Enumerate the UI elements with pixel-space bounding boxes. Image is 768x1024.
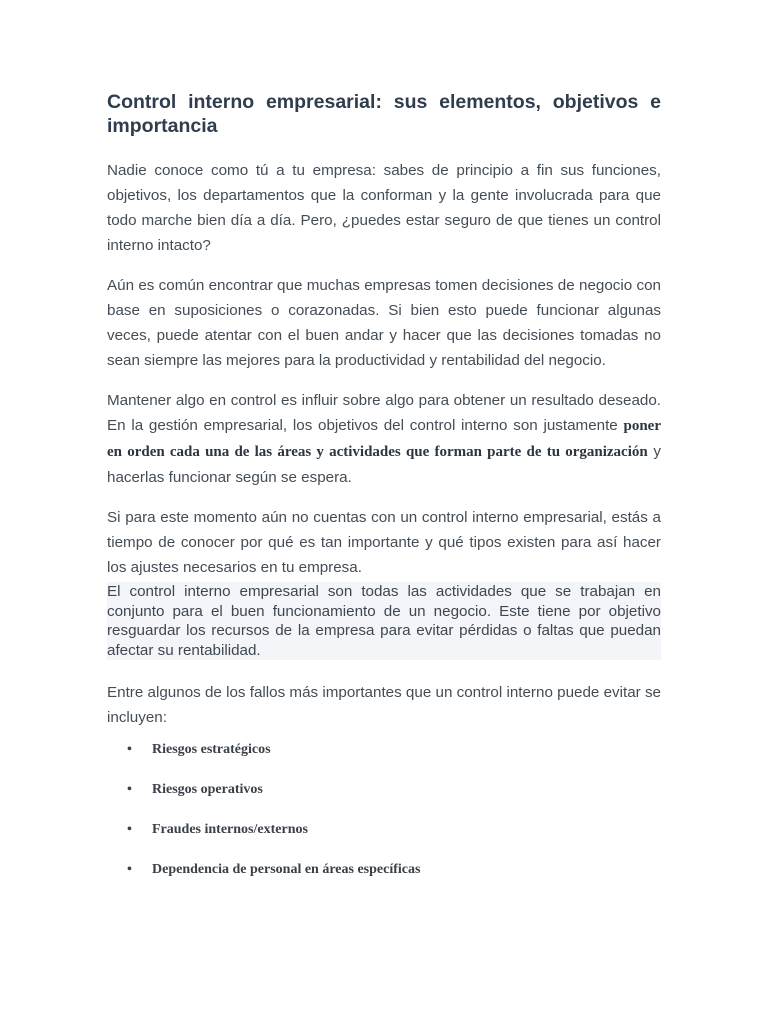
bullet-icon: • xyxy=(127,822,132,837)
list-item-label: Dependencia de personal en áreas específicas xyxy=(152,862,421,877)
importance-paragraph: Si para este momento aún no cuentas con un control interno empresarial, estás a tiempo de conocer por qué es tan importante y qué tipos existen para así hacer los ajustes necesarios en tu empresa. xyxy=(107,509,661,576)
emphasized-text: poner en orden cada una de las áreas y actividades que forman parte de tu organización xyxy=(107,418,661,460)
risk-list xyxy=(107,740,661,900)
highlighted-definition-paragraph: El control interno empresarial son todas las actividades que se trabajan en conjunto para el buen funcionamiento de un negocio. Este tiene por objetivo resguardar los recursos de la empresa para evitar pérdidas o faltas que puedan afectar su rentabilidad. xyxy=(107,583,661,659)
control-definition-paragraph xyxy=(107,388,661,490)
bullet-icon: • xyxy=(127,862,132,877)
list-item-label: Fraudes internos/externos xyxy=(152,822,308,837)
list-item xyxy=(107,820,661,860)
article-title: Control interno empresarial: sus elementos, objetivos e importancia xyxy=(107,91,661,137)
list-item-label: Riesgos operativos xyxy=(152,782,263,797)
list-item xyxy=(107,780,661,820)
decisions-paragraph: Aún es común encontrar que muchas empresas tomen decisiones de negocio con base en suposiciones o corazonadas. Si bien esto puede funcionar algunas veces, puede atentar con el buen andar y hacer que las decisiones tomadas no sean siempre las mejores para la productividad y rentabilidad del negocio. xyxy=(107,277,661,369)
intro-paragraph: Nadie conoce como tú a tu empresa: sabes de principio a fin sus funciones, objetivos, los departamentos que la conforman y la gente involucrada para que todo marche bien día a día. Pero, ¿puedes estar seguro de que tienes un control interno intacto? xyxy=(107,162,661,254)
bullet-icon: • xyxy=(127,782,132,797)
list-item xyxy=(107,860,661,900)
paragraph-text: y hacerlas funcionar según se espera. xyxy=(107,443,661,486)
failures-intro-paragraph: Entre algunos de los fallos más importantes que un control interno puede evitar se incluyen: xyxy=(107,684,661,726)
list-item-label: Riesgos estratégicos xyxy=(152,742,271,757)
bullet-icon: • xyxy=(127,742,132,757)
paragraph-text: Mantener algo en control es influir sobre algo para obtener un resultado deseado. En la gestión empresarial, los objetivos del control interno son justamente xyxy=(107,392,661,434)
document-page xyxy=(107,90,661,900)
list-item xyxy=(107,740,661,780)
